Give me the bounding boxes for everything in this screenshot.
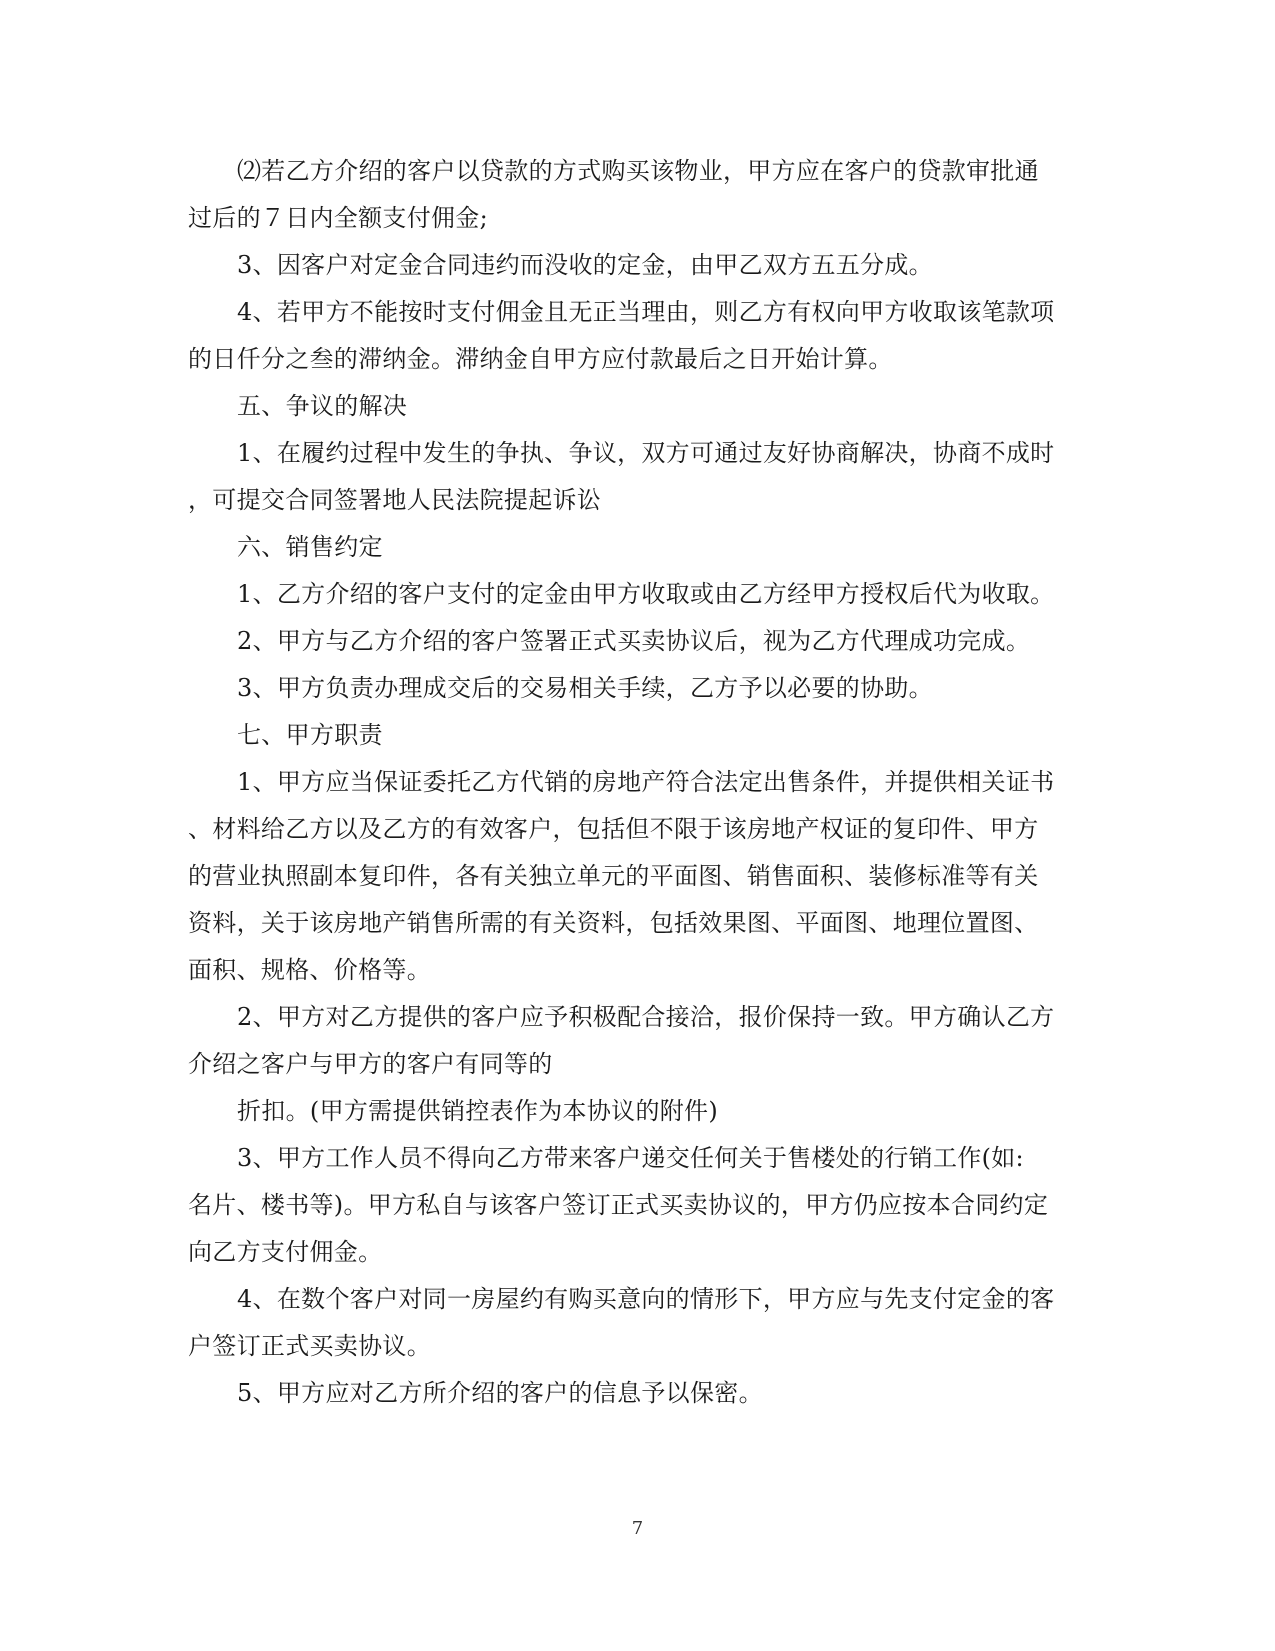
section-heading: 六、销售约定 bbox=[237, 533, 383, 561]
paragraph-line: 的营业执照副本复印件，各有关独立单元的平面图、销售面积、装修标准等有关 bbox=[188, 862, 1039, 890]
paragraph-line: ，可提交合同签署地人民法院提起诉讼 bbox=[188, 486, 602, 514]
paragraph-line: 资料，关于该房地产销售所需的有关资料，包括效果图、平面图、地理位置图、 bbox=[188, 909, 1039, 937]
paragraph-line: 向乙方支付佣金。 bbox=[188, 1238, 383, 1266]
paragraph-line: 折扣。(甲方需提供销控表作为本协议的附件) bbox=[237, 1097, 719, 1125]
paragraph-line: ⑵若乙方介绍的客户以贷款的方式购买该物业，甲方应在客户的贷款审批通 bbox=[237, 157, 1039, 185]
paragraph-line: 名片、楼书等)。甲方私自与该客户签订正式买卖协议的，甲方仍应按本合同约定 bbox=[188, 1191, 1049, 1219]
paragraph-line: 1、在履约过程中发生的争执、争议，双方可通过友好协商解决，协商不成时 bbox=[237, 439, 1055, 467]
paragraph-line: 面积、规格、价格等。 bbox=[188, 956, 431, 984]
paragraph-line: 1、乙方介绍的客户支付的定金由甲方收取或由乙方经甲方授权后代为收取。 bbox=[237, 580, 1055, 608]
paragraph-line: 过后的７日内全额支付佣金; bbox=[188, 204, 488, 232]
paragraph-line: 的日仟分之叁的滞纳金。滞纳金自甲方应付款最后之日开始计算。 bbox=[188, 345, 893, 373]
paragraph-line: 1、甲方应当保证委托乙方代销的房地产符合法定出售条件，并提供相关证书 bbox=[237, 768, 1055, 796]
paragraph-line: 5、甲方应对乙方所介绍的客户的信息予以保密。 bbox=[237, 1379, 763, 1407]
paragraph-line: 户签订正式买卖协议。 bbox=[188, 1332, 431, 1360]
section-heading: 七、甲方职责 bbox=[237, 721, 383, 749]
paragraph-line: 、材料给乙方以及乙方的有效客户，包括但不限于该房地产权证的复印件、甲方 bbox=[188, 815, 1039, 843]
page-number: 7 bbox=[631, 1518, 644, 1539]
paragraph-line: 介绍之客户与甲方的客户有同等的 bbox=[188, 1050, 553, 1078]
paragraph-line: 4、在数个客户对同一房屋约有购买意向的情形下，甲方应与先支付定金的客 bbox=[237, 1285, 1055, 1313]
paragraph-line: 4、若甲方不能按时支付佣金且无正当理由，则乙方有权向甲方收取该笔款项 bbox=[237, 298, 1055, 326]
paragraph-line: 2、甲方与乙方介绍的客户签署正式买卖协议后，视为乙方代理成功完成。 bbox=[237, 627, 1031, 655]
paragraph-line: 3、甲方工作人员不得向乙方带来客户递交任何关于售楼处的行销工作(如: bbox=[237, 1144, 1024, 1172]
section-heading: 五、争议的解决 bbox=[237, 392, 408, 420]
paragraph-line: 2、甲方对乙方提供的客户应予积极配合接洽，报价保持一致。甲方确认乙方 bbox=[237, 1003, 1055, 1031]
paragraph-line: 3、甲方负责办理成交后的交易相关手续，乙方予以必要的协助。 bbox=[237, 674, 933, 702]
paragraph-line: 3、因客户对定金合同违约而没收的定金，由甲乙双方五五分成。 bbox=[237, 251, 933, 279]
